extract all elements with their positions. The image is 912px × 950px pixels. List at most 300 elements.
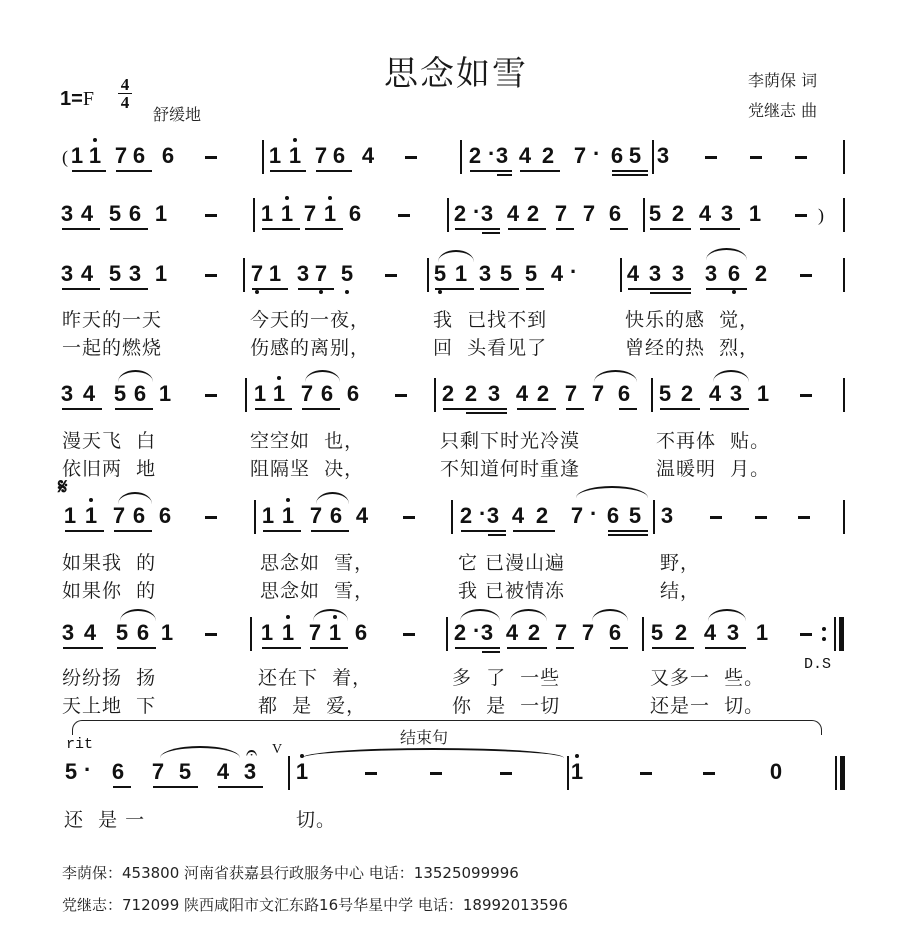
- final-barline: [840, 756, 845, 790]
- note: 3: [648, 261, 662, 286]
- beam-underline: [62, 288, 100, 290]
- note: 1: [82, 504, 100, 528]
- sustain-dash: [430, 772, 442, 775]
- beam-underline: [650, 228, 691, 230]
- note: 5: [113, 381, 127, 406]
- low-octave-dot: [319, 290, 323, 294]
- lyric-line: 昨天的一天: [62, 309, 163, 331]
- note: 4: [626, 261, 640, 286]
- note: 7: [570, 503, 584, 528]
- note: 3: [478, 261, 492, 286]
- note: 3: [60, 381, 74, 406]
- lyric-line: 思念如 雪，: [260, 580, 375, 602]
- barline: [835, 756, 837, 790]
- note: 6: [329, 503, 343, 528]
- lyric-line: 都 是 爱，: [258, 695, 367, 717]
- slur: [708, 609, 746, 621]
- lyric-line: 漫天飞 白: [62, 430, 157, 452]
- note: 2: [464, 381, 478, 406]
- sustain-dash: [755, 516, 767, 519]
- beam-underline: [461, 530, 506, 532]
- repeat-sign: [822, 627, 826, 641]
- lyricist-credit: 李荫保 词: [748, 71, 818, 90]
- lyric-line: 如果你 的: [62, 580, 157, 602]
- barline: [843, 500, 845, 534]
- lyric-line: 回 头看见了: [433, 337, 548, 359]
- note: 5: [115, 620, 129, 645]
- lyric-line: 结，: [660, 580, 701, 602]
- sustain-dash: [798, 516, 810, 519]
- lyric-line: 多 了 一些: [452, 667, 561, 689]
- beam-underline: [526, 288, 544, 290]
- beam-underline: [298, 288, 334, 290]
- lyric-line: 如果我 的: [62, 552, 157, 574]
- note: 1: [326, 621, 344, 645]
- note: 1: [748, 201, 762, 226]
- note: 2: [674, 620, 688, 645]
- note: 1: [260, 201, 274, 226]
- note: 3: [720, 201, 734, 226]
- lyric-line: 今天的一夜，: [250, 309, 371, 331]
- note: 0: [769, 759, 783, 784]
- lyric-line: 空空如 也，: [250, 430, 365, 452]
- note: 4: [361, 143, 375, 168]
- barline: [262, 140, 264, 174]
- slur: [316, 492, 349, 504]
- sustain-dash: [800, 633, 812, 636]
- augmentation-dot: ·: [590, 501, 598, 526]
- note: 4: [703, 620, 717, 645]
- sustain-dash: [385, 274, 397, 277]
- beam-underline: [110, 228, 148, 230]
- note: 2: [453, 201, 467, 226]
- beam-underline: [508, 228, 546, 230]
- beam-underline: [608, 534, 648, 536]
- note: 2: [754, 261, 768, 286]
- beam-underline: [488, 534, 506, 536]
- lyric-line: 切。: [296, 809, 337, 831]
- beam-underline: [610, 228, 628, 230]
- note: 5: [628, 143, 642, 168]
- beam-underline: [252, 288, 288, 290]
- barline: [843, 140, 845, 174]
- breath-mark-icon: V: [272, 742, 283, 757]
- beam-underline: [435, 288, 474, 290]
- beam-underline: [153, 786, 198, 788]
- beam-underline: [262, 647, 301, 649]
- composer-contact: 党继志：712099 陕西咸阳市文汇东路16号华星中学 电话：18992013596: [62, 896, 568, 914]
- note: 5: [178, 759, 192, 784]
- sustain-dash: [750, 156, 762, 159]
- beam-underline: [513, 530, 555, 532]
- beam-underline: [310, 647, 348, 649]
- note: 7: [112, 503, 126, 528]
- barline: [653, 500, 655, 534]
- segno-icon: 𝄋: [58, 475, 68, 500]
- barline: [834, 617, 836, 651]
- beam-underline: [72, 170, 106, 172]
- note: 2: [536, 381, 550, 406]
- low-octave-dot: [732, 290, 736, 294]
- lyric-line: 天上地 下: [62, 695, 157, 717]
- beam-underline: [316, 170, 352, 172]
- note: 1: [755, 620, 769, 645]
- note: 6: [158, 503, 172, 528]
- barline: [434, 378, 436, 412]
- augmentation-dot: ·: [84, 757, 92, 782]
- barline: [245, 378, 247, 412]
- note: 3: [60, 261, 74, 286]
- high-octave-dot: [286, 498, 290, 502]
- beam-underline: [608, 530, 648, 532]
- lyric-line: 思念如 雪，: [260, 552, 375, 574]
- note: 4: [80, 201, 94, 226]
- slur: [460, 609, 500, 621]
- beam-underline: [218, 786, 263, 788]
- note: 1: [160, 620, 174, 645]
- note: 2: [526, 201, 540, 226]
- beam-underline: [255, 408, 292, 410]
- beam-underline: [63, 647, 103, 649]
- lyricist-contact: 李荫保：453800 河南省获嘉县行政服务中心 电话：13525099996: [62, 864, 519, 882]
- slur: [713, 370, 749, 382]
- fermata-icon: 𝄐: [246, 740, 258, 764]
- sustain-dash: [205, 156, 217, 159]
- note: 6: [608, 201, 622, 226]
- beam-underline: [115, 408, 153, 410]
- low-octave-dot: [345, 290, 349, 294]
- note: 2: [459, 503, 473, 528]
- beam-underline: [455, 647, 500, 649]
- sustain-dash: [703, 772, 715, 775]
- note: 3: [660, 503, 674, 528]
- key-note: F: [82, 88, 94, 110]
- barline: [250, 617, 252, 651]
- note: 1: [756, 381, 770, 406]
- note: 1: [321, 202, 339, 226]
- note: 7: [308, 620, 322, 645]
- note: 6: [136, 620, 150, 645]
- slur: [160, 746, 240, 758]
- beam-underline: [507, 647, 547, 649]
- barline: [843, 198, 845, 232]
- slur: [592, 609, 628, 621]
- note: 4: [83, 620, 97, 645]
- barline: [254, 500, 256, 534]
- high-octave-dot: [285, 196, 289, 200]
- lyric-line: 你 是 一切: [452, 695, 561, 717]
- high-octave-dot: [277, 376, 281, 380]
- slur: [313, 609, 348, 621]
- note: 3: [487, 381, 501, 406]
- slur: [118, 370, 153, 382]
- beam-underline: [628, 288, 691, 290]
- lyric-line: 伤感的离别，: [250, 337, 371, 359]
- beam-underline: [116, 170, 152, 172]
- paren: (: [62, 147, 68, 167]
- lyric-line: 快乐的感 觉，: [625, 309, 760, 331]
- lyric-line: 阻隔坚 决，: [250, 458, 365, 480]
- note: 1: [158, 381, 172, 406]
- lyric-line: 还是一 切。: [650, 695, 765, 717]
- note: 7: [312, 262, 330, 286]
- sustain-dash: [795, 156, 807, 159]
- lyric-line: 它 已漫山遍: [458, 552, 566, 574]
- beam-underline: [619, 408, 637, 410]
- slur: [576, 486, 648, 498]
- note: 5: [524, 261, 538, 286]
- sustain-dash: [800, 394, 812, 397]
- lyric-line: 不再体 贴。: [656, 430, 771, 452]
- note: 3: [729, 381, 743, 406]
- beam-underline: [650, 292, 691, 294]
- beam-underline: [302, 408, 340, 410]
- note: 7: [573, 143, 587, 168]
- note: 5: [658, 381, 672, 406]
- sustain-dash: [365, 772, 377, 775]
- beam-underline: [62, 408, 102, 410]
- note: 4: [80, 261, 94, 286]
- sustain-dash: [500, 772, 512, 775]
- note: 1: [70, 143, 84, 168]
- low-octave-dot: [255, 290, 259, 294]
- beam-underline: [466, 412, 507, 414]
- note: 5: [499, 261, 513, 286]
- note: 6: [346, 381, 360, 406]
- lyric-line: 温暖明 月。: [656, 458, 771, 480]
- final-tie: [302, 748, 564, 760]
- note: 6: [111, 759, 125, 784]
- lyric-line: 我 已找不到: [433, 309, 548, 331]
- note: 4: [355, 503, 369, 528]
- beam-underline: [710, 408, 749, 410]
- key-prefix: 1=: [60, 88, 83, 110]
- note: 3: [704, 261, 718, 286]
- sustain-dash: [403, 516, 415, 519]
- note: 1: [568, 760, 586, 784]
- barline: [427, 258, 429, 292]
- note: 6: [132, 143, 146, 168]
- ending-bracket: [72, 720, 822, 735]
- note: 1: [270, 382, 288, 406]
- barline: [446, 617, 448, 651]
- song-title: 思念如雪: [384, 54, 528, 94]
- sustain-dash: [398, 214, 410, 217]
- note: 1: [268, 143, 282, 168]
- time-signature: [118, 76, 132, 111]
- beam-underline: [65, 530, 104, 532]
- slur: [120, 609, 156, 621]
- ritardando-marking: rit: [66, 736, 94, 753]
- composer-credit: 党继志 曲: [748, 101, 818, 120]
- beam-underline: [262, 228, 300, 230]
- note: 6: [725, 262, 743, 286]
- beam-underline: [497, 174, 512, 176]
- lyric-line: 野，: [660, 552, 701, 574]
- key-signature: [60, 88, 94, 111]
- sustain-dash: [705, 156, 717, 159]
- ending-label: 结束句: [400, 728, 449, 747]
- note: 7: [554, 620, 568, 645]
- slur: [118, 492, 152, 504]
- sustain-dash: [405, 156, 417, 159]
- note: 1: [253, 381, 267, 406]
- beam-underline: [270, 170, 306, 172]
- beam-underline: [612, 174, 648, 176]
- note: 4: [511, 503, 525, 528]
- sustain-dash: [205, 633, 217, 636]
- lyric-line: 只剩下时光冷漠: [440, 430, 581, 452]
- sustain-dash: [795, 214, 807, 217]
- note: 4: [82, 381, 96, 406]
- note: 4: [698, 201, 712, 226]
- beam-underline: [517, 408, 556, 410]
- note: 6: [610, 143, 624, 168]
- note: 4: [515, 381, 529, 406]
- note: 4: [518, 143, 532, 168]
- beam-underline: [480, 288, 519, 290]
- note: 7: [151, 759, 165, 784]
- slur: [706, 248, 747, 260]
- beam-underline: [660, 408, 700, 410]
- sustain-dash: [205, 516, 217, 519]
- note: 6: [608, 620, 622, 645]
- beam-underline: [700, 228, 740, 230]
- note: 7: [248, 262, 266, 286]
- note: 3: [61, 620, 75, 645]
- augmentation-dot: ·: [570, 259, 578, 284]
- beam-underline: [443, 408, 507, 410]
- note: 3: [128, 261, 142, 286]
- note: 1: [63, 503, 77, 528]
- note: 6: [133, 381, 147, 406]
- note: 2: [468, 143, 482, 168]
- note: 1: [293, 760, 311, 784]
- beam-underline: [110, 288, 148, 290]
- note: 4: [550, 261, 564, 286]
- note: 2: [527, 620, 541, 645]
- note: 5: [108, 201, 122, 226]
- barline: [643, 198, 645, 232]
- note: 3: [480, 620, 494, 645]
- note: 7: [303, 201, 317, 226]
- note: 6: [617, 381, 631, 406]
- slur: [305, 370, 340, 382]
- slur: [438, 250, 474, 262]
- note: 7: [314, 143, 328, 168]
- note: 5: [338, 262, 356, 286]
- barline: [843, 258, 845, 292]
- augmentation-dot: ·: [473, 199, 481, 224]
- note: 5: [64, 759, 78, 784]
- note: 5: [431, 262, 449, 286]
- note: 5: [108, 261, 122, 286]
- note: 2: [680, 381, 694, 406]
- note: 5: [650, 620, 664, 645]
- paren: ): [818, 205, 824, 225]
- beam-underline: [455, 228, 500, 230]
- beam-underline: [305, 228, 343, 230]
- note: 7: [581, 620, 595, 645]
- barline: [620, 258, 622, 292]
- dal-segno-marking: D.S: [804, 656, 832, 673]
- note: 1: [454, 261, 468, 286]
- note: 6: [161, 143, 175, 168]
- beam-underline: [482, 232, 500, 234]
- note: 6: [132, 503, 146, 528]
- note: 7: [300, 381, 314, 406]
- note: 1: [260, 620, 274, 645]
- note: 4: [216, 759, 230, 784]
- beam-underline: [652, 647, 694, 649]
- note: 4: [505, 620, 519, 645]
- note: 7: [309, 503, 323, 528]
- note: 2: [671, 201, 685, 226]
- final-barline: [839, 617, 844, 651]
- note: 7: [114, 143, 128, 168]
- note: 1: [154, 201, 168, 226]
- note: 1: [86, 144, 104, 168]
- note: 3: [726, 620, 740, 645]
- lyric-line: 曾经的热 烈，: [625, 337, 760, 359]
- barline: [447, 198, 449, 232]
- note: 1: [279, 504, 297, 528]
- note: 6: [354, 620, 368, 645]
- note: 1: [286, 144, 304, 168]
- note: 3: [486, 503, 500, 528]
- barline: [451, 500, 453, 534]
- beam-underline: [556, 647, 574, 649]
- note: 4: [506, 201, 520, 226]
- beam-underline: [117, 647, 156, 649]
- beam-underline: [705, 647, 746, 649]
- note: 2: [535, 503, 549, 528]
- high-octave-dot: [286, 615, 290, 619]
- barline: [843, 378, 845, 412]
- note: 5: [628, 503, 642, 528]
- time-sig-top: 4: [118, 76, 132, 94]
- augmentation-dot: ·: [593, 141, 601, 166]
- tempo-marking: 舒缓地: [153, 105, 202, 124]
- barline: [460, 140, 462, 174]
- sustain-dash: [800, 274, 812, 277]
- high-octave-dot: [293, 138, 297, 142]
- lyric-line: 纷纷扬 扬: [62, 667, 157, 689]
- slur: [510, 609, 547, 621]
- barline: [651, 378, 653, 412]
- beam-underline: [114, 530, 152, 532]
- high-octave-dot: [89, 498, 93, 502]
- lyric-line: 我 已被情冻: [458, 580, 566, 602]
- barline: [253, 198, 255, 232]
- lyric-line: 还 是 一: [64, 809, 146, 831]
- note: 6: [320, 381, 334, 406]
- lyric-line: 一起的燃烧: [62, 337, 163, 359]
- note: 2: [541, 143, 555, 168]
- beam-underline: [610, 647, 628, 649]
- note: 3: [671, 261, 685, 286]
- beam-underline: [263, 530, 301, 532]
- lyric-line: 又多一 些。: [650, 667, 765, 689]
- barline: [243, 258, 245, 292]
- high-octave-dot: [93, 138, 97, 142]
- note: 3: [656, 143, 670, 168]
- slur: [594, 370, 637, 382]
- note: 2: [453, 620, 467, 645]
- note: 3: [60, 201, 74, 226]
- beam-underline: [311, 530, 349, 532]
- lyric-line: 还在下 着，: [258, 667, 373, 689]
